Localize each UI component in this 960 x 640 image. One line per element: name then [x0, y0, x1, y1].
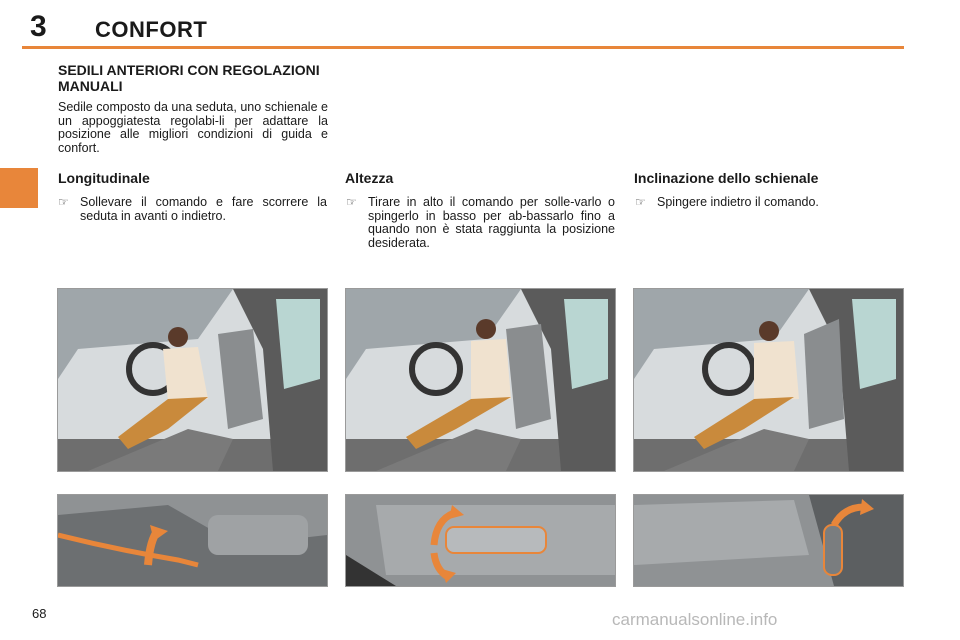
photo-control-height — [345, 494, 616, 587]
bullet-icon: ☞ — [635, 195, 646, 209]
section-intro: Sedile composto da una seduta, uno schienale e un appoggiatesta regolabi-li per adattare la posizione alle migliori condizioni di guida e confort. — [58, 100, 328, 155]
chapter-side-tab — [0, 168, 38, 208]
heading-inclinazione: Inclinazione dello schienale — [634, 170, 819, 186]
page-number: 68 — [32, 606, 47, 621]
photo-driver-recline — [633, 288, 904, 472]
instruction-text: Tirare in alto il comando per solle-varlo o spingerlo in basso per ab-bassarlo fino a quando non è stata raggiunta la posizione desiderata. — [368, 195, 615, 250]
text-inclinazione — [635, 195, 897, 210]
photo-driver-height — [345, 288, 616, 472]
bullet-icon: ☞ — [58, 195, 69, 209]
heading-altezza: Altezza — [345, 170, 394, 186]
header-rule — [22, 46, 904, 49]
photo-control-recline — [633, 494, 904, 587]
bullet-icon: ☞ — [346, 195, 357, 209]
instruction-text: Spingere indietro il comando. — [657, 195, 819, 209]
text-altezza — [346, 195, 615, 250]
text-longitudinale — [58, 195, 327, 223]
photo-driver-longitudinal — [57, 288, 328, 472]
photo-control-longitudinal — [57, 494, 328, 587]
instruction-text: Sollevare il comando e fare scorrere la seduta in avanti o indietro. — [80, 195, 327, 223]
chapter-number: 3 — [30, 10, 47, 43]
section-title: SEDILI ANTERIORI CON REGOLAZIONI MANUALI — [58, 62, 320, 94]
watermark: carmanualsonline.info — [612, 610, 778, 629]
chapter-title: CONFORT — [95, 17, 208, 42]
heading-longitudinale: Longitudinale — [58, 170, 150, 186]
